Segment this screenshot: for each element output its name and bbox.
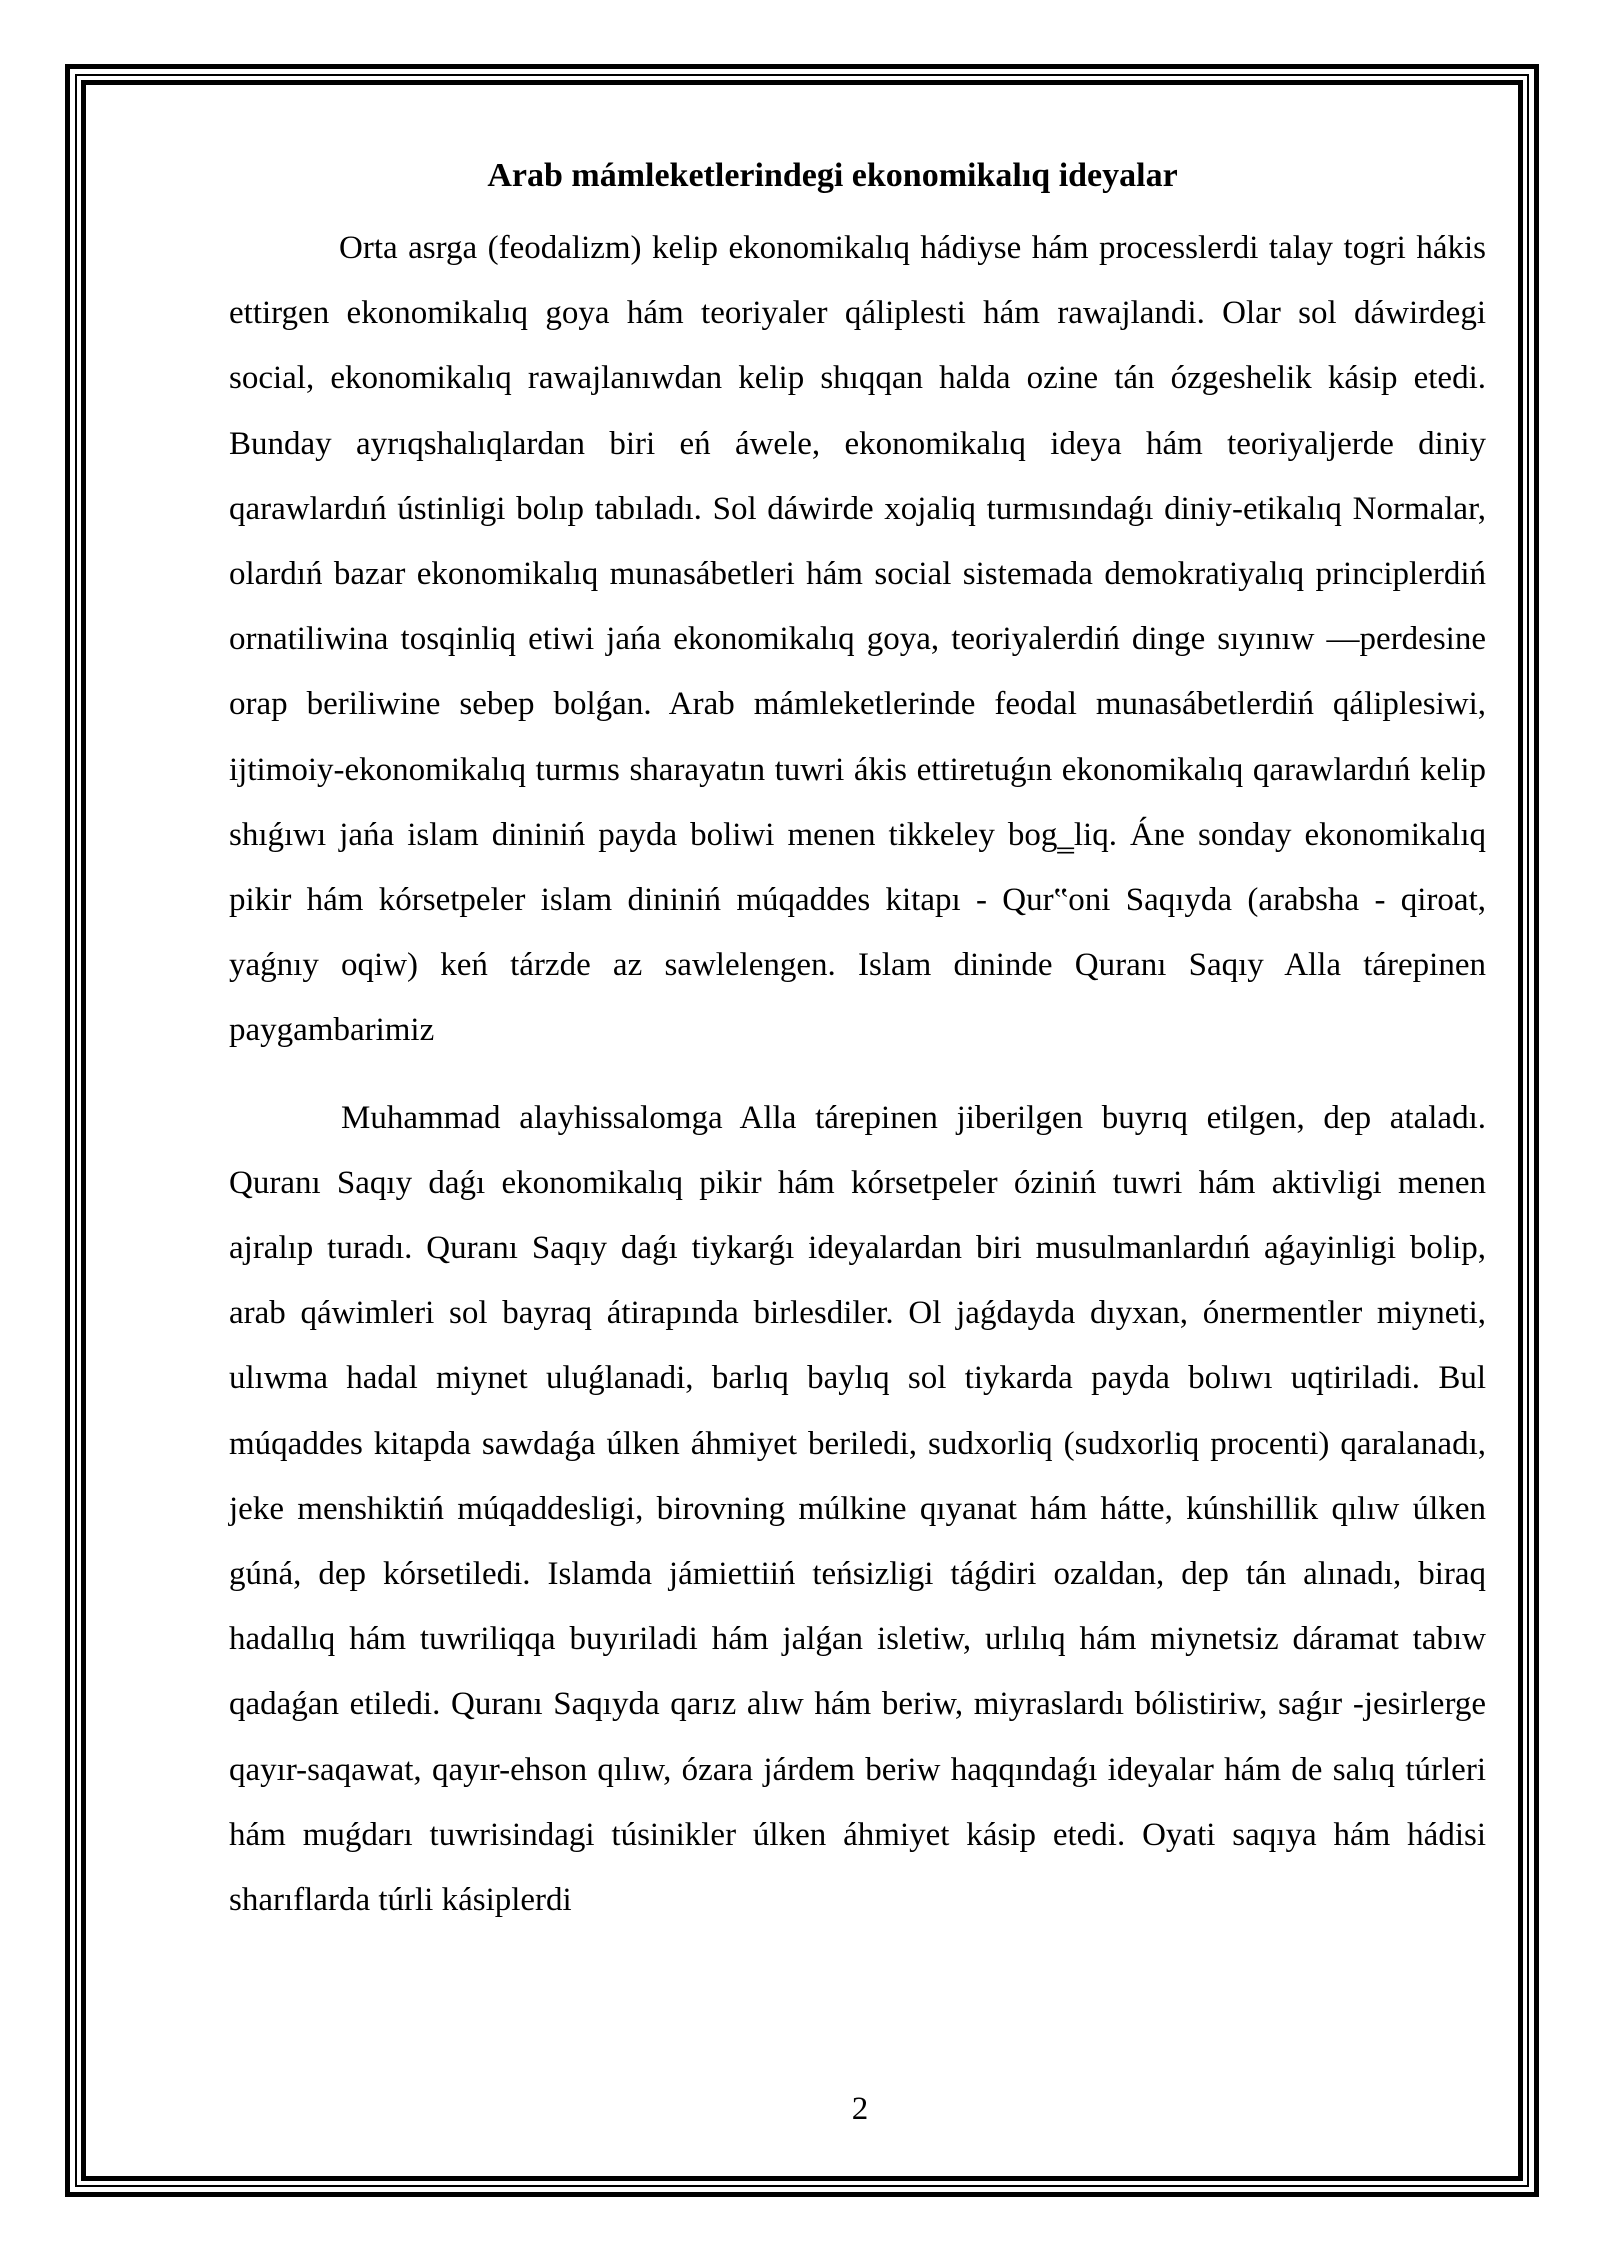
paragraph-1: Orta asrga (feodalizm) kelip ekonomikalıq hádiyse hám processlerdi talay togri hákis ettirgen ekonomikalıq goya hám teoriyaler qáliplesti hám rawajlandi. Olar sol dáwirdegi social, ekonomikalıq rawajlanıwdan kelip shıqqan halda ozine tán ózgeshelik kásip etedi. Bunday ayrıqshalıqlardan biri eń áwele, ekonomikalıq ideya hám teoriyaljerde diniy qarawlardıń ústinligi bolıp tabıladı. Sol dáwirde xojaliq turmısındaǵı diniy-etikalıq Normalar, olardıń bazar ekonomikalıq munasábetleri hám social sistemada demokratiyalıq principlerdiń ornatiliwina tosqinliq etiwi jańa ekonomikalıq goya, teoriyalerdiń dinge sıyınıw —perdesine orap beriliwine sebep bolǵan. Arab mámleketlerinde feodal munasábetlerdiń qáliplesiwi, ijtimoiy-ekonomikalıq turmıs sharayatın tuwri ákis ettiretuǵın ekonomikalıq qarawlardıń kelip shıǵıwı jańa islam dininiń payda boliwi menen tikkeley bog‗liq. Áne sonday ekonomikalıq pikir hám kórsetpeler islam dininiń múqaddes kitapı - Qur‟oni Saqıyda (arabsha - qiroat, yaǵnıy oqiw) keń tárzde az sawlelengen. Islam dininde Quranı Saqıy Alla tárepinen paygambarimiz bbox=[229, 230, 1486, 1049]
paragraph-2: Muhammad alayhissalomga Alla tárepinen jiberilgen buyrıq etilgen, dep ataladı. Quranı Saqıy daǵı ekonomikalıq pikir hám kórsetpeler óziniń tuwri hám aktivligi menen ajralıp turadı. Quranı Saqıy daǵı tiykarǵı ideyalardan biri musulmanlardıń aǵayinligi bolip, arab qáwimleri sol bayraq átirapında birlesdiler. Ol jaǵdayda dıyxan, ónermentler miyneti, ulıwma hadal miynet uluǵlanadi, barlıq baylıq sol tiykarda payda bolıwı uqtiriladi. Bul múqaddes kitapda sawdaǵa úlken áhmiyet beriledi, sudxorliq (sudxorliq procenti) qaralanadı, jeke menshiktiń múqaddesligi, birovning múlkine qıyanat hám hátte, kúnshillik qılıw úlken gúná, dep kórsetiledi. Islamda jámiettiiń teńsizligi táǵdiri ozaldan, dep tán alınadı, biraq hadallıq hám tuwriliqqa buyıriladi hám jalǵan isletiw, urlılıq hám miynetsiz dáramat tabıw qadaǵan etiledi. Quranı Saqıyda qarız alıw hám beriw, miyraslardı bólistiriw, saǵır -jesirlerge qayır-saqawat, qayır-ehson qılıw, ózara járdem beriw haqqındaǵı ideyalar hám de salıq túrleri hám muǵdarı tuwrisindagi túsinikler úlken áhmiyet kásip etedi. Oyati saqıya hám hádisi sharıflarda túrli kásiplerdi bbox=[229, 1099, 1486, 1919]
page-number: 2 bbox=[851, 2091, 869, 2127]
document-title: Arab mámleketlerindegi ekonomikalıq ideyalar bbox=[487, 157, 1178, 194]
document-body bbox=[229, 150, 1486, 1933]
